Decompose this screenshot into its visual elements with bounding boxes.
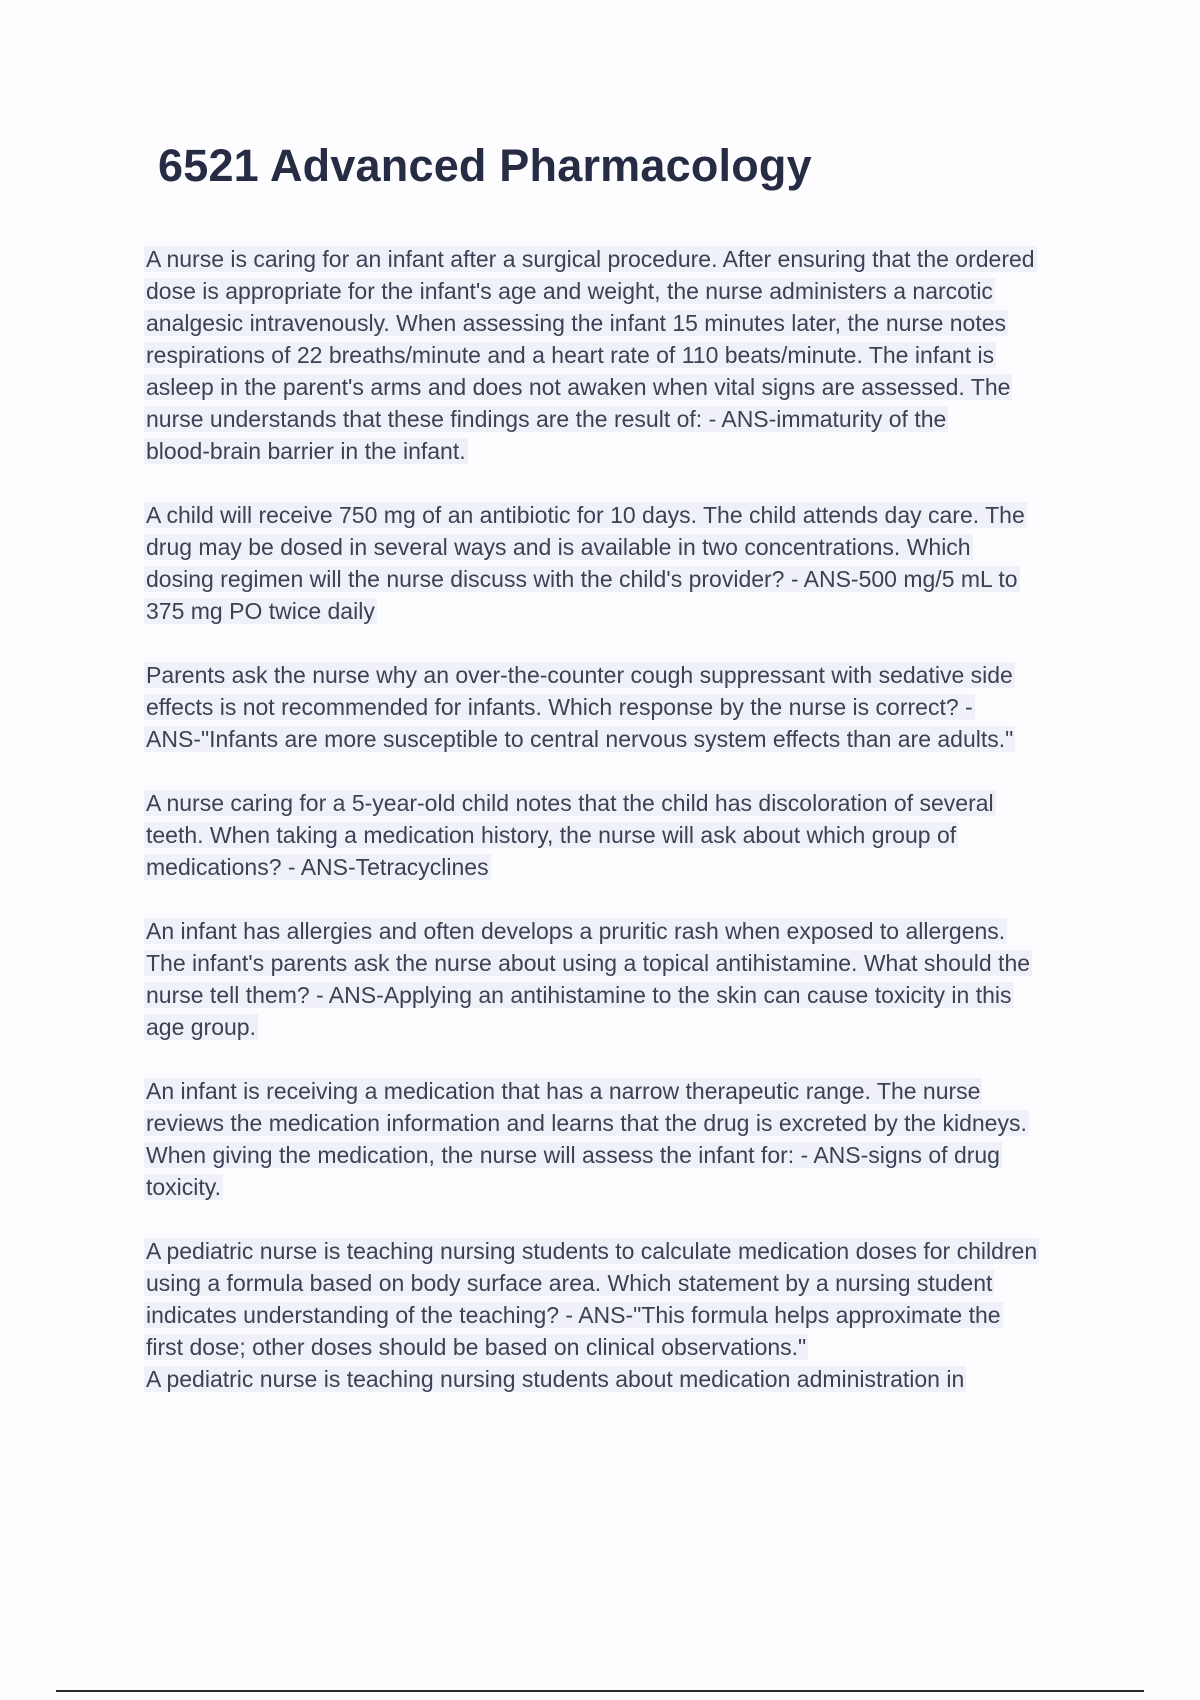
qa-line: age group. xyxy=(146,1014,256,1040)
qa-line: dosing regimen will the nurse discuss with the child's provider? - ANS-500 mg/5 mL to xyxy=(146,566,1018,592)
qa-item-2 xyxy=(144,499,1084,627)
qa-line: The infant's parents ask the nurse about using a topical antihistamine. What should the xyxy=(146,950,1031,976)
qa-line: A nurse is caring for an infant after a surgical procedure. After ensuring that the ordered xyxy=(146,246,1035,272)
qa-line: drug may be dosed in several ways and is available in two concentrations. Which xyxy=(146,534,971,560)
qa-line: teeth. When taking a medication history, the nurse will ask about which group of xyxy=(146,822,957,848)
page-divider xyxy=(56,1690,1144,1692)
qa-line: blood-brain barrier in the infant. xyxy=(146,438,466,464)
qa-line: A pediatric nurse is teaching nursing students to calculate medication doses for children xyxy=(146,1238,1038,1264)
qa-item-8 xyxy=(144,1363,1084,1395)
qa-item-6 xyxy=(144,1075,1084,1203)
qa-line: nurse understands that these findings are the result of: - ANS-immaturity of the xyxy=(146,406,947,432)
qa-item-3 xyxy=(144,659,1084,755)
qa-line: indicates understanding of the teaching? - ANS-"This formula helps approximate the xyxy=(146,1302,1001,1328)
qa-item-5 xyxy=(144,915,1084,1043)
qa-line: using a formula based on body surface area. Which statement by a nursing student xyxy=(146,1270,993,1296)
qa-item-7 xyxy=(144,1235,1084,1363)
qa-line: ANS-"Infants are more susceptible to central nervous system effects than are adults." xyxy=(146,726,1014,752)
qa-line: A child will receive 750 mg of an antibiotic for 10 days. The child attends day care. The xyxy=(146,502,1025,528)
qa-line: An infant is receiving a medication that has a narrow therapeutic range. The nurse xyxy=(146,1078,981,1104)
qa-line: A nurse caring for a 5-year-old child notes that the child has discoloration of several xyxy=(146,790,994,816)
qa-list xyxy=(144,243,1084,1427)
qa-item-1 xyxy=(144,243,1084,467)
qa-line: A pediatric nurse is teaching nursing students about medication administration in xyxy=(146,1366,965,1392)
qa-line: respirations of 22 breaths/minute and a heart rate of 110 beats/minute. The infant is xyxy=(146,342,995,368)
qa-line: Parents ask the nurse why an over-the-counter cough suppressant with sedative side xyxy=(146,662,1013,688)
qa-line: toxicity. xyxy=(146,1174,221,1200)
qa-item-4 xyxy=(144,787,1084,883)
qa-line: asleep in the parent's arms and does not awaken when vital signs are assessed. The xyxy=(146,374,1011,400)
qa-line: dose is appropriate for the infant's age and weight, the nurse administers a narcotic xyxy=(146,278,993,304)
qa-line: 375 mg PO twice daily xyxy=(146,598,375,624)
qa-line: analgesic intravenously. When assessing the infant 15 minutes later, the nurse notes xyxy=(146,310,1007,336)
qa-line: first dose; other doses should be based on clinical observations." xyxy=(146,1334,807,1360)
qa-line: An infant has allergies and often develops a pruritic rash when exposed to allergens. xyxy=(146,918,1006,944)
qa-line: medications? - ANS-Tetracyclines xyxy=(146,854,489,880)
qa-line: nurse tell them? - ANS-Applying an antihistamine to the skin can cause toxicity in this xyxy=(146,982,1012,1008)
page-title: 6521 Advanced Pharmacology xyxy=(158,140,812,191)
qa-line: effects is not recommended for infants. Which response by the nurse is correct? - xyxy=(146,694,973,720)
qa-line: reviews the medication information and learns that the drug is excreted by the kidneys. xyxy=(146,1110,1027,1136)
qa-line: When giving the medication, the nurse will assess the infant for: - ANS-signs of drug xyxy=(146,1142,1000,1168)
